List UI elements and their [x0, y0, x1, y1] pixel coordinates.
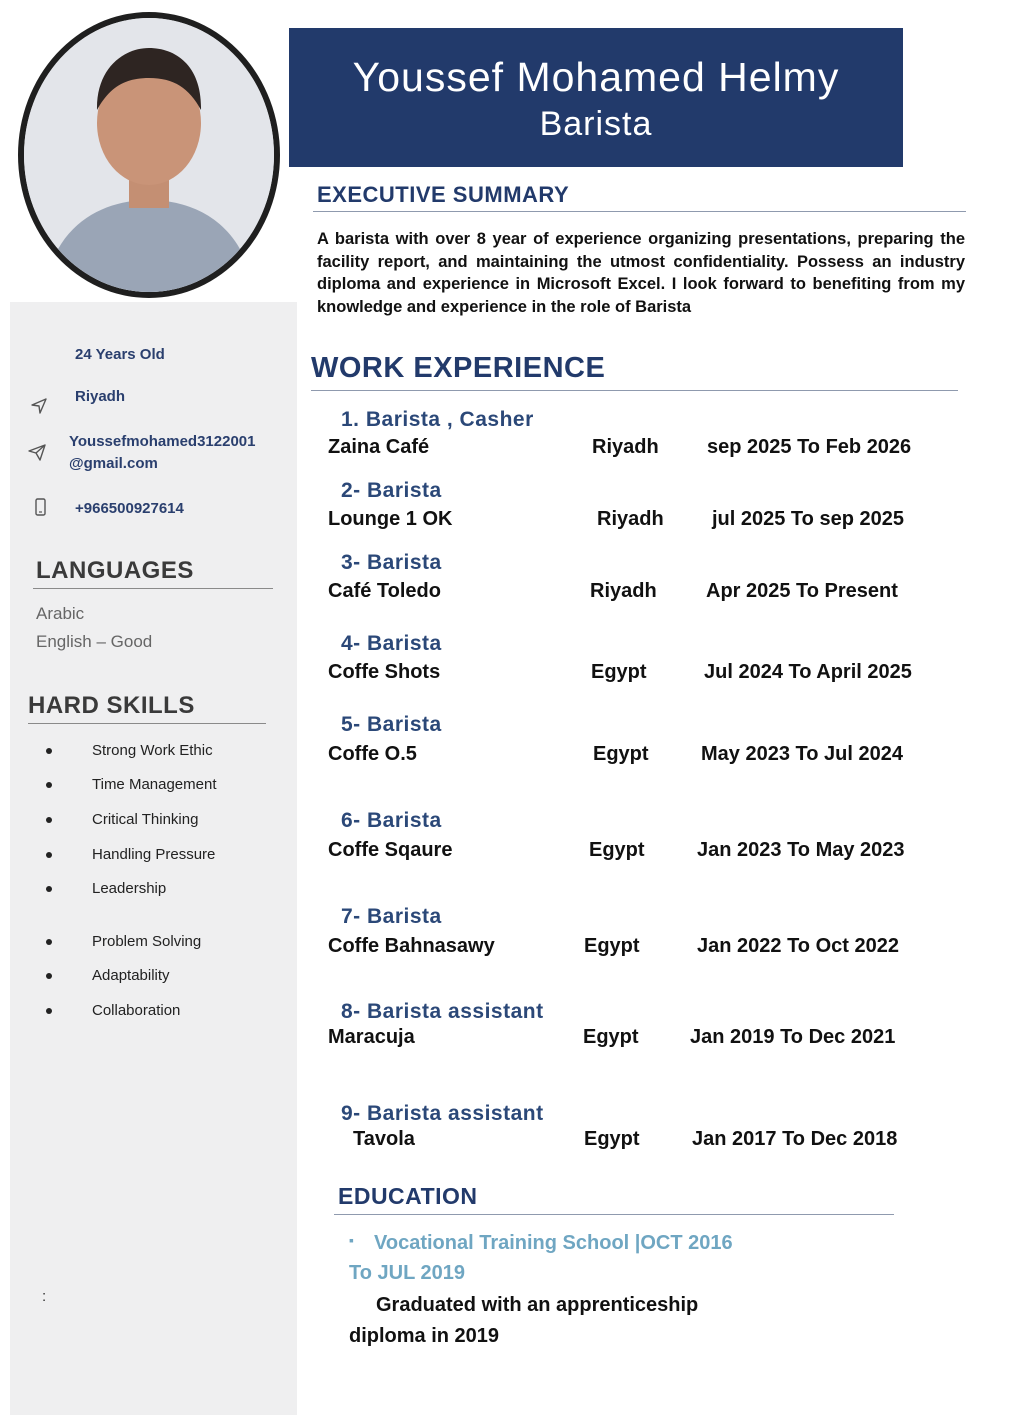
job-title: 2- Barista [341, 479, 442, 502]
school-line-2: To JUL 2019 [349, 1262, 465, 1284]
location: Riyadh [75, 388, 126, 405]
summary-divider [313, 211, 966, 212]
job-company: Café Toledo [328, 580, 441, 602]
job-location: Riyadh [592, 436, 659, 458]
languages-heading: LANGUAGES [36, 557, 194, 584]
education-divider [334, 1214, 894, 1215]
job-company: Maracuja [328, 1026, 415, 1048]
job-dates: May 2023 To Jul 2024 [701, 743, 903, 765]
job-title: 8- Barista assistant [341, 1000, 544, 1023]
profile-photo-illustration [24, 18, 274, 292]
job-location: Egypt [584, 1128, 640, 1150]
full-name: Youssef Mohamed Helmy [352, 54, 840, 100]
name-banner [289, 28, 903, 167]
job-dates: Jan 2017 To Dec 2018 [692, 1128, 898, 1150]
job-dates: Apr 2025 To Present [706, 580, 898, 602]
mobile-phone-icon [31, 497, 51, 517]
job-title: 7- Barista [341, 905, 442, 928]
education-detail-1: Graduated with an apprenticeship [376, 1294, 699, 1316]
job-role: Barista [539, 105, 653, 143]
summary-heading: EXECUTIVE SUMMARY [317, 182, 570, 207]
job-company: Tavola [353, 1128, 415, 1150]
job-dates: sep 2025 To Feb 2026 [707, 436, 912, 458]
summary-text: A barista with over 8 year of experience organizing presentations, preparing the facility report, and maintaining the utmost confidentiality. Possess an industry diploma and experience in Microsoft Excel. I look forward to benefiting from my knowledge and experience in the role of Barista [317, 230, 965, 316]
job-company: Lounge 1 OK [328, 508, 453, 530]
bullet-icon [46, 817, 52, 823]
bullet-icon: ▪ [349, 1232, 354, 1248]
job-title: 3- Barista [341, 551, 442, 574]
experience-heading: WORK EXPERIENCE [311, 352, 606, 384]
job-title: 6- Barista [341, 809, 442, 832]
job-title: 9- Barista assistant [341, 1102, 544, 1125]
language-item: Arabic [36, 604, 85, 623]
job-location: Egypt [591, 661, 647, 683]
email-line-2[interactable]: @gmail.com [69, 455, 158, 472]
language-item: English – Good [36, 632, 153, 651]
job-title: 5- Barista [341, 713, 442, 736]
job-title: 1. Barista , Casher [341, 408, 534, 431]
languages-divider [33, 588, 273, 589]
job-location: Egypt [584, 935, 640, 957]
bullet-icon [46, 1008, 52, 1014]
skills-heading: HARD SKILLS [28, 692, 195, 719]
age: 24 Years Old [75, 346, 165, 363]
job-location: Riyadh [590, 580, 657, 602]
job-company: Coffe Bahnasawy [328, 935, 495, 957]
job-company: Zaina Café [328, 436, 430, 458]
bullet-icon [46, 886, 52, 892]
job-dates: Jan 2022 To Oct 2022 [697, 935, 899, 957]
bullet-icon [46, 782, 52, 788]
job-location: Egypt [593, 743, 649, 765]
job-dates: Jan 2019 To Dec 2021 [690, 1026, 896, 1048]
skills-divider [28, 723, 266, 724]
school-line-1: Vocational Training School |OCT 2016 [374, 1232, 733, 1254]
profile-photo [18, 12, 280, 298]
job-company: Coffe Sqaure [328, 839, 453, 861]
job-company: Coffe O.5 [328, 743, 417, 765]
sidebar-colon: : [42, 1288, 47, 1305]
job-location: Riyadh [597, 508, 664, 530]
paper-plane-icon [27, 442, 47, 462]
job-location: Egypt [583, 1026, 639, 1048]
job-location: Egypt [589, 839, 645, 861]
education-heading: EDUCATION [338, 1183, 478, 1209]
job-title: 4- Barista [341, 632, 442, 655]
email-line-1[interactable]: Youssefmohamed3122001 [69, 433, 256, 450]
job-dates: Jan 2023 To May 2023 [697, 839, 905, 861]
experience-divider [311, 390, 958, 391]
job-dates: Jul 2024 To April 2025 [704, 661, 912, 683]
job-company: Coffe Shots [328, 661, 441, 683]
job-dates: jul 2025 To sep 2025 [712, 508, 904, 530]
bullet-icon [46, 748, 52, 754]
bullet-icon [46, 973, 52, 979]
education-detail-2: diploma in 2019 [349, 1325, 500, 1347]
phone[interactable]: +966500927614 [75, 500, 184, 517]
navigation-arrow-icon [29, 396, 49, 416]
bullet-icon [46, 939, 52, 945]
bullet-icon [46, 852, 52, 858]
